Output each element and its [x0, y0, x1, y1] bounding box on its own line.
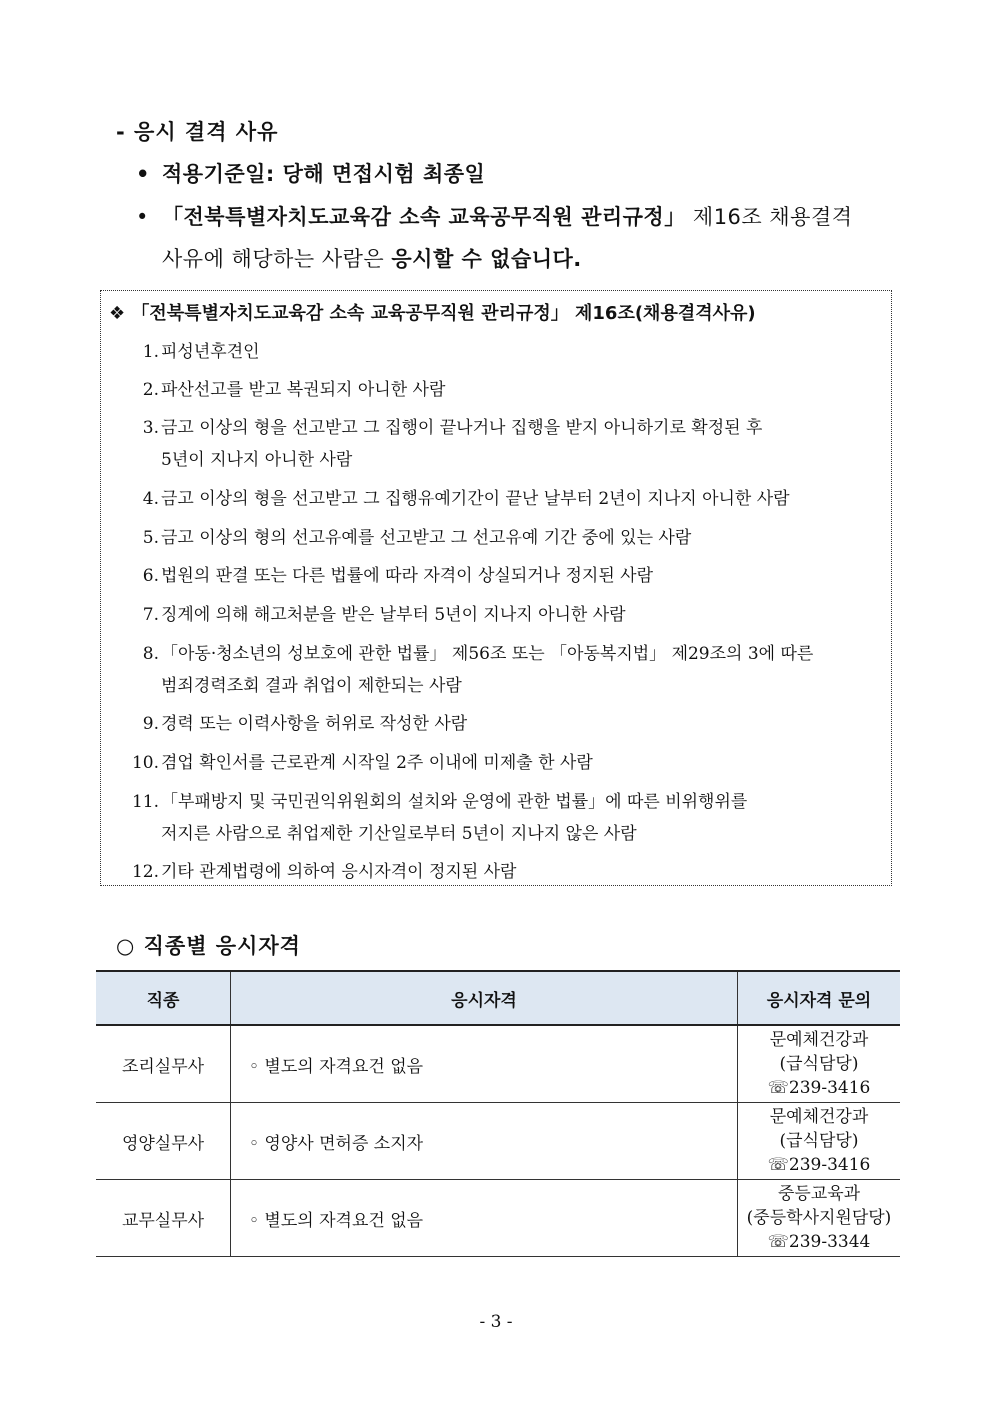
table-row: [96, 1180, 900, 1257]
bullet-regulation-cont: [162, 243, 582, 273]
list-item: 6. 법원의 판결 또는 다른 법률에 따라 자격이 상실되거나 정지된 사람: [142, 566, 654, 586]
list-item: 8. 「아동·청소년의 성보호에 관한 법률」 제56조 또는 「아동복지법」 제29조의 3에 따른: [142, 644, 814, 664]
section-heading: - 응시 결격 사유: [116, 120, 279, 144]
table-row: [96, 1025, 900, 1103]
header-qualification: 응시자격: [231, 971, 738, 1025]
phone-number: ☏239-3344: [767, 1232, 871, 1252]
phone-number: ☏239-3416: [767, 1155, 871, 1175]
section-title: ○ 직종별 응시자격: [116, 934, 301, 958]
bullet-mark: •: [136, 162, 150, 186]
disqualification-box: [100, 290, 892, 886]
box-title: ❖ 「전북특별자치도교육감 소속 교육공무직원 관리규정」 제16조(채용결격사유): [109, 303, 756, 324]
header-contact: 응시자격 문의: [738, 971, 901, 1025]
list-item: 7. 징계에 의해 해고처분을 받은 날부터 5년이 지나지 아니한 사람: [142, 605, 626, 625]
regulation-name: 「전북특별자치도교육감 소속 교육공무직원 관리규정」: [162, 205, 686, 229]
table-row: [96, 1103, 900, 1180]
job-cell: 영양실무사: [96, 1103, 231, 1180]
list-item: 5. 금고 이상의 형의 선고유예를 선고받고 그 선고유예 기간 중에 있는 사람: [142, 528, 692, 548]
list-item: 12. 기타 관계법령에 의하여 응시자격이 정지된 사람: [131, 862, 517, 882]
qualification-cell: ◦ 영양사 면허증 소지자: [231, 1103, 738, 1180]
bullet-mark: •: [136, 205, 149, 229]
list-item: 3. 금고 이상의 형을 선고받고 그 집행이 끝나거나 집행을 받지 아니하기로 확정된 후: [142, 418, 763, 438]
bullet-base-date: [136, 158, 485, 188]
list-item: 1. 피성년후견인: [142, 342, 260, 362]
page-number: - 3 -: [479, 1312, 513, 1332]
bullet-text: 적용기준일: 당해 면접시험 최종일: [162, 162, 486, 186]
job-cell: 조리실무사: [96, 1025, 231, 1103]
list-item: 10. 겸업 확인서를 근로관계 시작일 2주 이내에 미제출 한 사람: [131, 753, 593, 773]
qualification-table: [96, 970, 900, 1257]
contact-cell: 중등교육과 (중등학사지원담당) ☏239-3344: [738, 1180, 901, 1257]
regulation-cont-bold: 응시할 수 없습니다.: [391, 247, 582, 271]
list-item-cont: 저지른 사람으로 취업제한 기산일로부터 5년이 지나지 않은 사람: [161, 824, 637, 844]
contact-cell: 문예체건강과 (급식담당) ☏239-3416: [738, 1025, 901, 1103]
regulation-article: 제16조 채용결격: [685, 205, 853, 229]
qualification-cell: ◦ 별도의 자격요건 없음: [231, 1025, 738, 1103]
list-item: 4. 금고 이상의 형을 선고받고 그 집행유예기간이 끝난 날부터 2년이 지나지 아니한 사람: [142, 489, 790, 509]
list-item: 9. 경력 또는 이력사항을 허위로 작성한 사람: [142, 714, 468, 734]
contact-cell: 문예체건강과 (급식담당) ☏239-3416: [738, 1103, 901, 1180]
list-item: 11. 「부패방지 및 국민권익위원회의 설치와 운영에 관한 법률」에 따른 비위행위를: [131, 792, 748, 812]
phone-number: ☏239-3416: [767, 1078, 871, 1098]
qualification-cell: ◦ 별도의 자격요건 없음: [231, 1180, 738, 1257]
bullet-regulation: [136, 201, 853, 231]
list-item-cont: 5년이 지나지 아니한 사람: [161, 450, 353, 470]
regulation-cont-text: 사유에 해당하는 사람은: [162, 247, 392, 271]
header-job: 직종: [96, 971, 231, 1025]
table-header-row: [96, 971, 900, 1025]
job-cell: 교무실무사: [96, 1180, 231, 1257]
list-item: 2. 파산선고를 받고 복권되지 아니한 사람: [142, 380, 446, 400]
list-item-cont: 범죄경력조회 결과 취업이 제한되는 사람: [161, 676, 462, 696]
